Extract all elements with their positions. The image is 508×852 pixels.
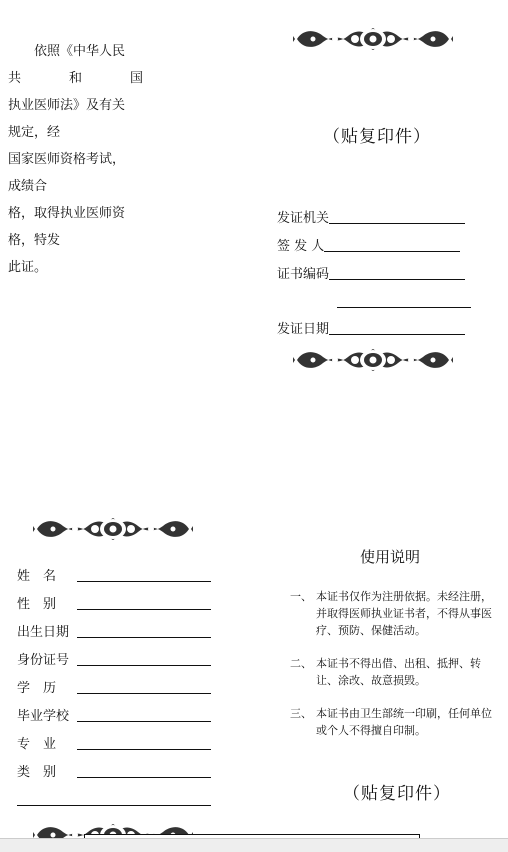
note-number: 二、 [290,657,312,670]
field-label: 发证机关 [277,211,330,226]
paragraph-line: 国家医师资格考试， [8,152,126,167]
horizontal-scrollbar[interactable] [0,838,508,852]
paragraph-char-1: 共 [8,71,22,86]
field-line [77,692,211,694]
field-line [324,250,460,252]
certificate-number-field[interactable] [277,264,465,282]
paragraph-line: 此证。 [8,260,48,275]
note-number: 一、 [290,590,312,603]
personal-info-form [17,566,213,808]
field-line [77,580,211,582]
field-label: 身份证号 [17,653,70,668]
field-label: 发证日期 [277,322,330,337]
name-field[interactable] [17,566,213,584]
field-label: 性 别 [17,597,57,612]
usage-notes [290,588,500,755]
certification-paragraph [8,38,143,281]
ornament-icon [293,345,453,375]
paragraph-line: 格，取得执业医师资 [8,206,126,221]
paste-copy-label-bottom: （贴复印件） [343,784,451,804]
field-line [17,804,211,806]
paragraph-line: 规定，经 [8,125,61,140]
note-item [290,655,500,689]
paragraph-line: 依照《中华人民 [8,44,126,59]
blank-field[interactable] [17,790,213,808]
field-label: 姓 名 [17,569,57,584]
ornament-icon [33,514,193,544]
id-number-field[interactable] [17,650,213,668]
paste-copy-label-top: （贴复印件） [323,127,431,147]
field-line [77,636,211,638]
field-line [337,306,471,308]
field-label: 毕业学校 [17,709,70,724]
gender-field[interactable] [17,594,213,612]
note-text: 本证书仅作为注册依据。未经注册，并取得医师执业证书者，不得从事医疗、预防、保健活动。 [316,590,492,637]
field-line [77,608,211,610]
field-label: 类 别 [17,765,57,780]
field-line [329,222,465,224]
ornament-icon [293,24,453,54]
note-text: 本证书不得出借、出租、抵押、转让、涂改、故意损毁。 [316,657,481,687]
field-line [77,776,211,778]
education-field[interactable] [17,678,213,696]
paragraph-char-2: 和 [68,71,82,86]
birth-date-field[interactable] [17,622,213,640]
field-line [77,720,211,722]
paragraph-line: 执业医师法》及有关 [8,98,126,113]
field-label: 证书编码 [277,267,330,282]
field-label: 专 业 [17,737,57,752]
issuer-field[interactable] [277,236,460,254]
field-line [77,748,211,750]
field-line [329,333,465,335]
field-label: 学 历 [17,681,57,696]
field-line [329,278,465,280]
field-label: 签 发 人 [277,239,325,254]
paragraph-char-3: 国 [129,71,143,86]
note-text: 本证书由卫生部统一印刷，任何单位或个人不得擅自印制。 [316,707,492,737]
blank-field[interactable] [337,292,471,310]
major-field[interactable] [17,734,213,752]
note-number: 三、 [290,707,312,720]
school-field[interactable] [17,706,213,724]
field-label: 出生日期 [17,625,70,640]
usage-instructions-title: 使用说明 [360,548,421,566]
category-field[interactable] [17,762,213,780]
paragraph-line: 成绩合 [8,179,48,194]
paragraph-line: 格，特发 [8,233,61,248]
paragraph-line-spread [8,65,143,92]
field-line [77,664,211,666]
note-item [290,705,500,739]
note-item [290,588,500,639]
issuing-authority-field[interactable] [277,208,465,226]
issue-date-field[interactable] [277,319,465,337]
